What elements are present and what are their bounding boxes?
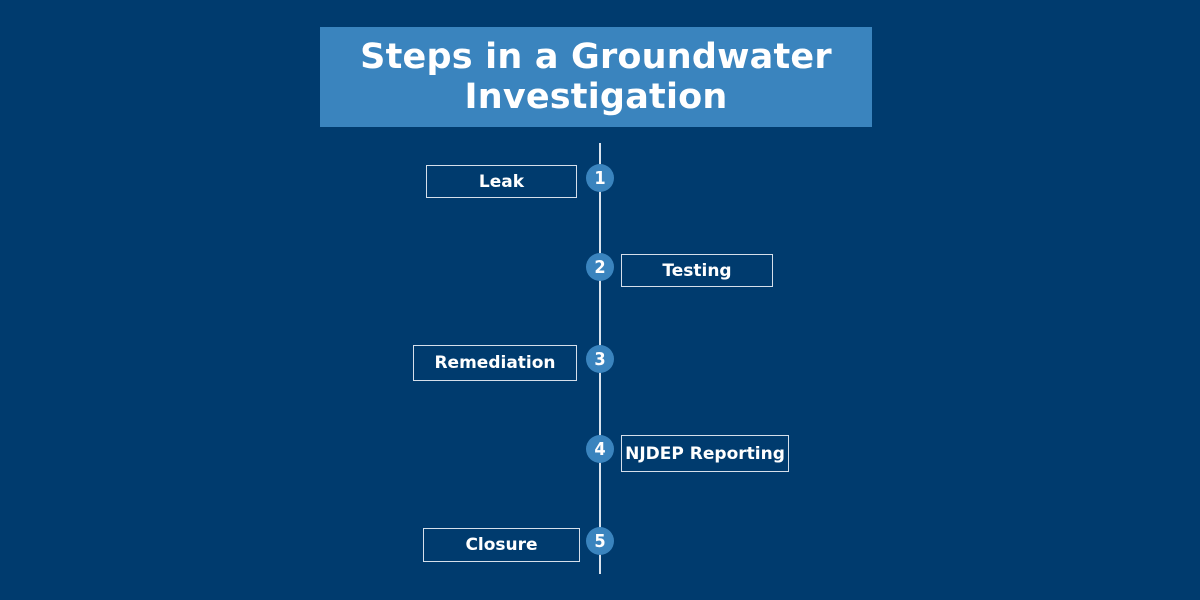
- step-number-badge: [586, 253, 614, 281]
- diagram-title: Steps in a Groundwater Investigation: [360, 37, 832, 117]
- step-number-badge: [586, 164, 614, 192]
- step-label: Remediation: [434, 353, 556, 373]
- step-label-box: [621, 254, 773, 287]
- step-label: Leak: [478, 171, 525, 192]
- step-label: NJDEP Reporting: [625, 443, 785, 464]
- step-label-box: [413, 345, 577, 381]
- step-number: 4: [594, 438, 606, 460]
- step-number-badge: [586, 527, 614, 555]
- title-banner: [320, 27, 872, 127]
- step-number: 5: [594, 530, 606, 552]
- step-label-box: [423, 528, 580, 562]
- step-label: Closure: [465, 535, 538, 555]
- step-number: 2: [594, 256, 606, 278]
- step-label-box: [621, 435, 789, 472]
- step-label: Testing: [662, 260, 732, 281]
- step-number: 3: [594, 348, 606, 370]
- step-label-box: [426, 165, 577, 198]
- step-number-badge: [586, 345, 614, 373]
- step-number-badge: [586, 435, 614, 463]
- step-number: 1: [594, 167, 606, 189]
